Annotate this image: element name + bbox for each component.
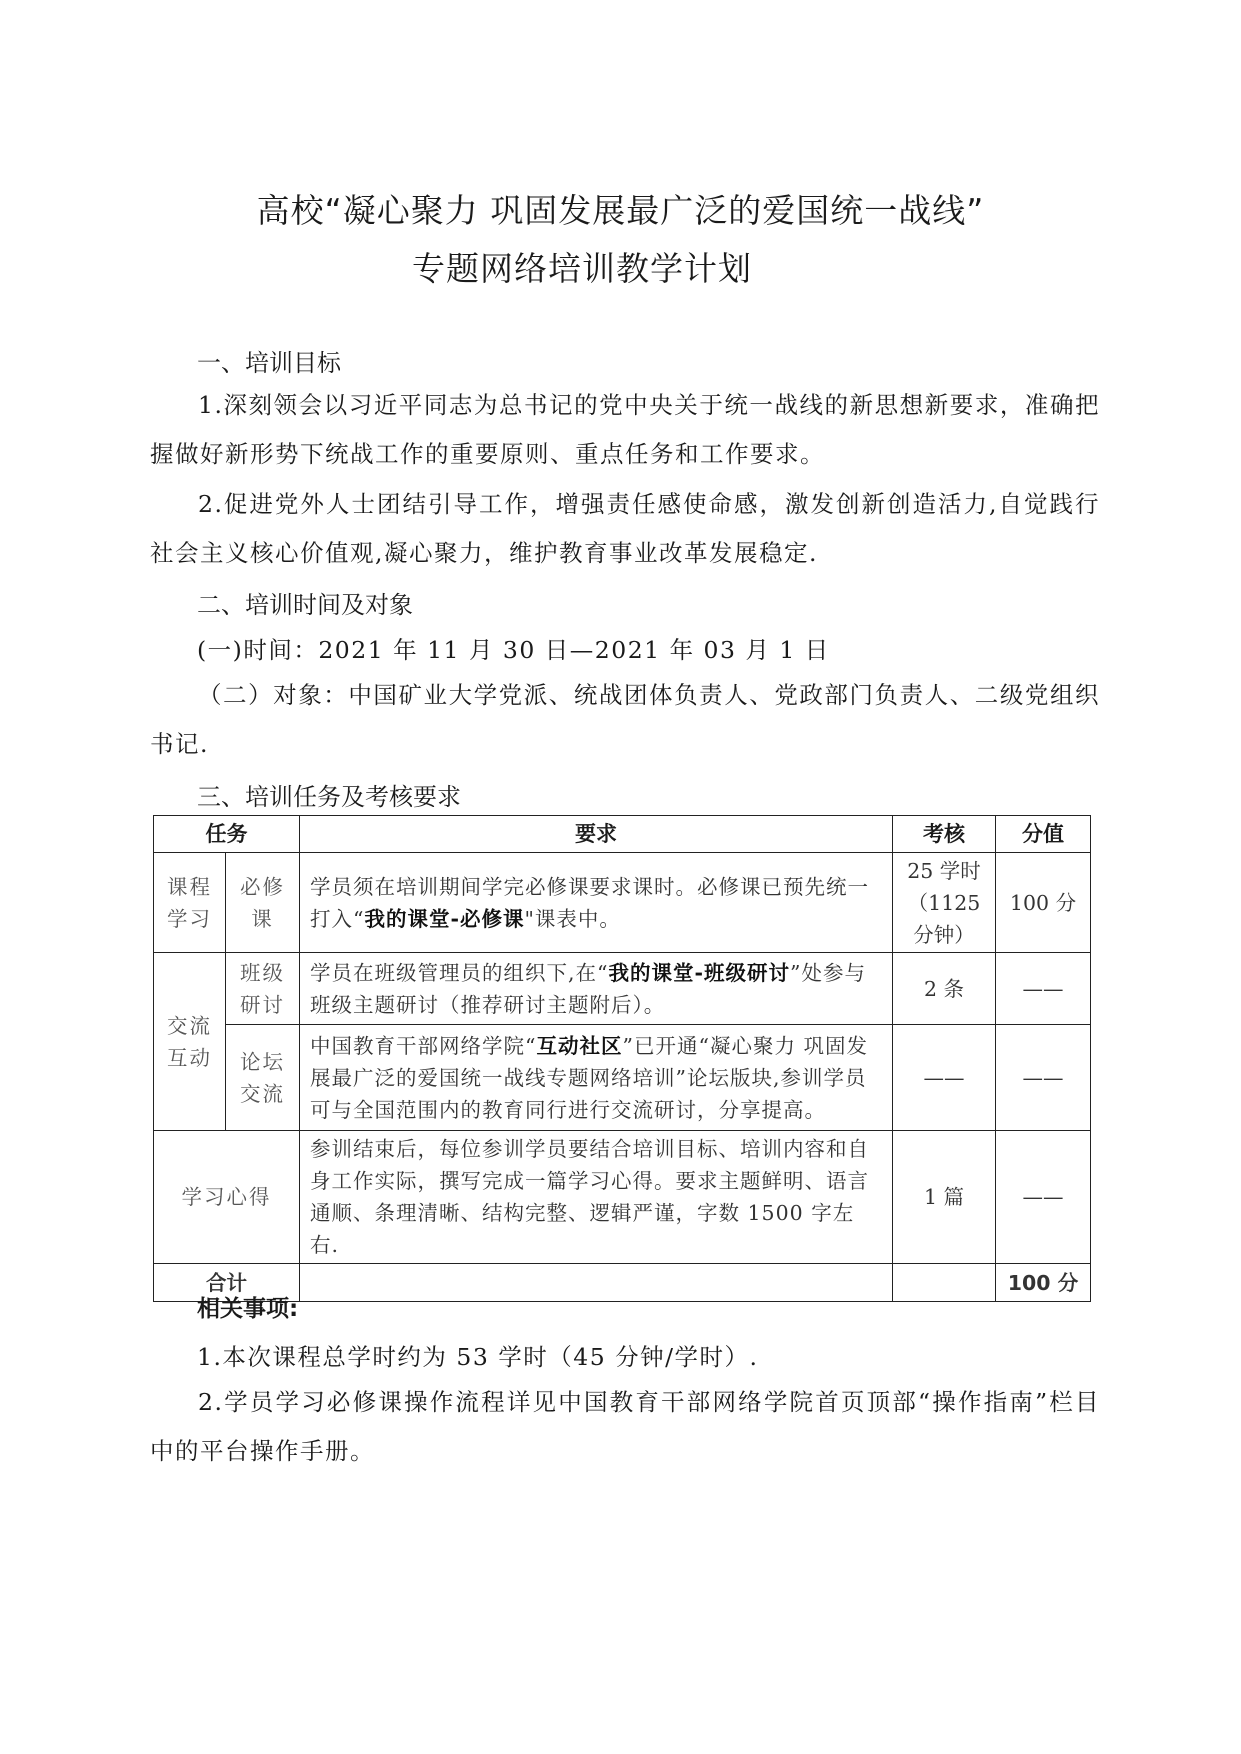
table-row <box>154 1131 1091 1264</box>
requirement-emphasis: 互动社区 <box>536 1033 623 1058</box>
requirement-text: 学员须在培训期间学完必修课要求课时。必修课已预先统一打入“ <box>310 874 869 931</box>
section-heading-goals: 一、培训目标 <box>197 349 341 377</box>
row-category: 交流互动 <box>154 953 226 1131</box>
row-requirement <box>300 953 893 1025</box>
row-assessment: 25 学时（1125 分钟） <box>893 853 996 953</box>
requirement-emphasis: 我的课堂-必修课 <box>364 906 525 931</box>
row-assessment: —— <box>893 1025 996 1131</box>
notes-heading: 相关事项: <box>197 1296 299 1322</box>
document-title-line2: 专题网络培训教学计划 <box>412 249 752 288</box>
table-row <box>154 953 1091 1025</box>
row-category: 课程学习 <box>154 853 226 953</box>
requirement-text: ”已开通“凝心聚力 巩固发展最广泛的爱国统一战线专题网络培训”论坛版块,参训学员可与全国范围内的教育同行进行交流研讨，分享提高。 <box>310 1033 868 1122</box>
training-time: (一)时间：2021 年 11 月 30 日—2021 年 03 月 1 日 <box>197 636 830 664</box>
training-target: （二）对象：中国矿业大学党派、统战团体负责人、党政部门负责人、二级党组织书记. <box>150 681 1100 758</box>
total-label: 合计 <box>154 1264 300 1302</box>
row-category: 学习心得 <box>154 1131 300 1264</box>
requirement-text: 中国教育干部网络学院“ <box>310 1033 537 1058</box>
row-subcategory: 必修课 <box>226 853 300 953</box>
goal-paragraph-2: 2.促进党外人士团结引导工作，增强责任感使命感，激发创新创造活力,自觉践行社会主义核心价值观,凝心聚力，维护教育事业改革发展稳定. <box>150 490 1100 567</box>
total-empty-cell <box>300 1264 893 1302</box>
requirement-text: ”处参与班级主题研讨（推荐研讨主题附后）。 <box>310 960 866 1017</box>
total-score: 100 分 <box>996 1264 1091 1302</box>
header-requirement: 要求 <box>300 816 893 853</box>
row-requirement <box>300 1025 893 1131</box>
requirement-emphasis: 我的课堂-班级研讨 <box>608 960 791 985</box>
section-heading-tasks: 三、培训任务及考核要求 <box>197 783 461 811</box>
document-title-line1: 高校“凝心聚力 巩固发展最广泛的爱国统一战线” <box>256 191 985 230</box>
note-1: 1.本次课程总学时约为 53 学时（45 分钟/学时）. <box>197 1343 759 1371</box>
header-score: 分值 <box>996 816 1091 853</box>
tasks-table <box>153 815 1091 1302</box>
total-empty-cell <box>893 1264 996 1302</box>
row-subcategory: 班级研讨 <box>226 953 300 1025</box>
row-requirement: 参训结束后，每位参训学员要结合培训目标、培训内容和自身工作实际，撰写完成一篇学习心得。要求主题鲜明、语言通顺、条理清晰、结构完整、逻辑严谨，字数 1500 字左右. <box>300 1131 893 1264</box>
goal-paragraph-1: 1.深刻领会以习近平同志为总书记的党中央关于统一战线的新思想新要求，准确把握做好新形势下统战工作的重要原则、重点任务和工作要求。 <box>150 391 1100 468</box>
note-2: 2.学员学习必修课操作流程详见中国教育干部网络学院首页顶部“操作指南”栏目中的平台操作手册。 <box>150 1388 1100 1465</box>
table-row <box>154 1025 1091 1131</box>
requirement-text: 学员在班级管理员的组织下,在“ <box>310 960 609 985</box>
table-row <box>154 853 1091 953</box>
table-header-row <box>154 816 1091 853</box>
header-assessment: 考核 <box>893 816 996 853</box>
row-requirement <box>300 853 893 953</box>
row-score: —— <box>996 1025 1091 1131</box>
row-assessment: 1 篇 <box>893 1131 996 1264</box>
row-score: —— <box>996 953 1091 1025</box>
header-task: 任务 <box>154 816 300 853</box>
row-score: 100 分 <box>996 853 1091 953</box>
row-subcategory: 论坛交流 <box>226 1025 300 1131</box>
row-assessment: 2 条 <box>893 953 996 1025</box>
section-heading-time-target: 二、培训时间及对象 <box>197 591 413 619</box>
row-score: —— <box>996 1131 1091 1264</box>
requirement-text: "课表中。 <box>524 906 621 931</box>
